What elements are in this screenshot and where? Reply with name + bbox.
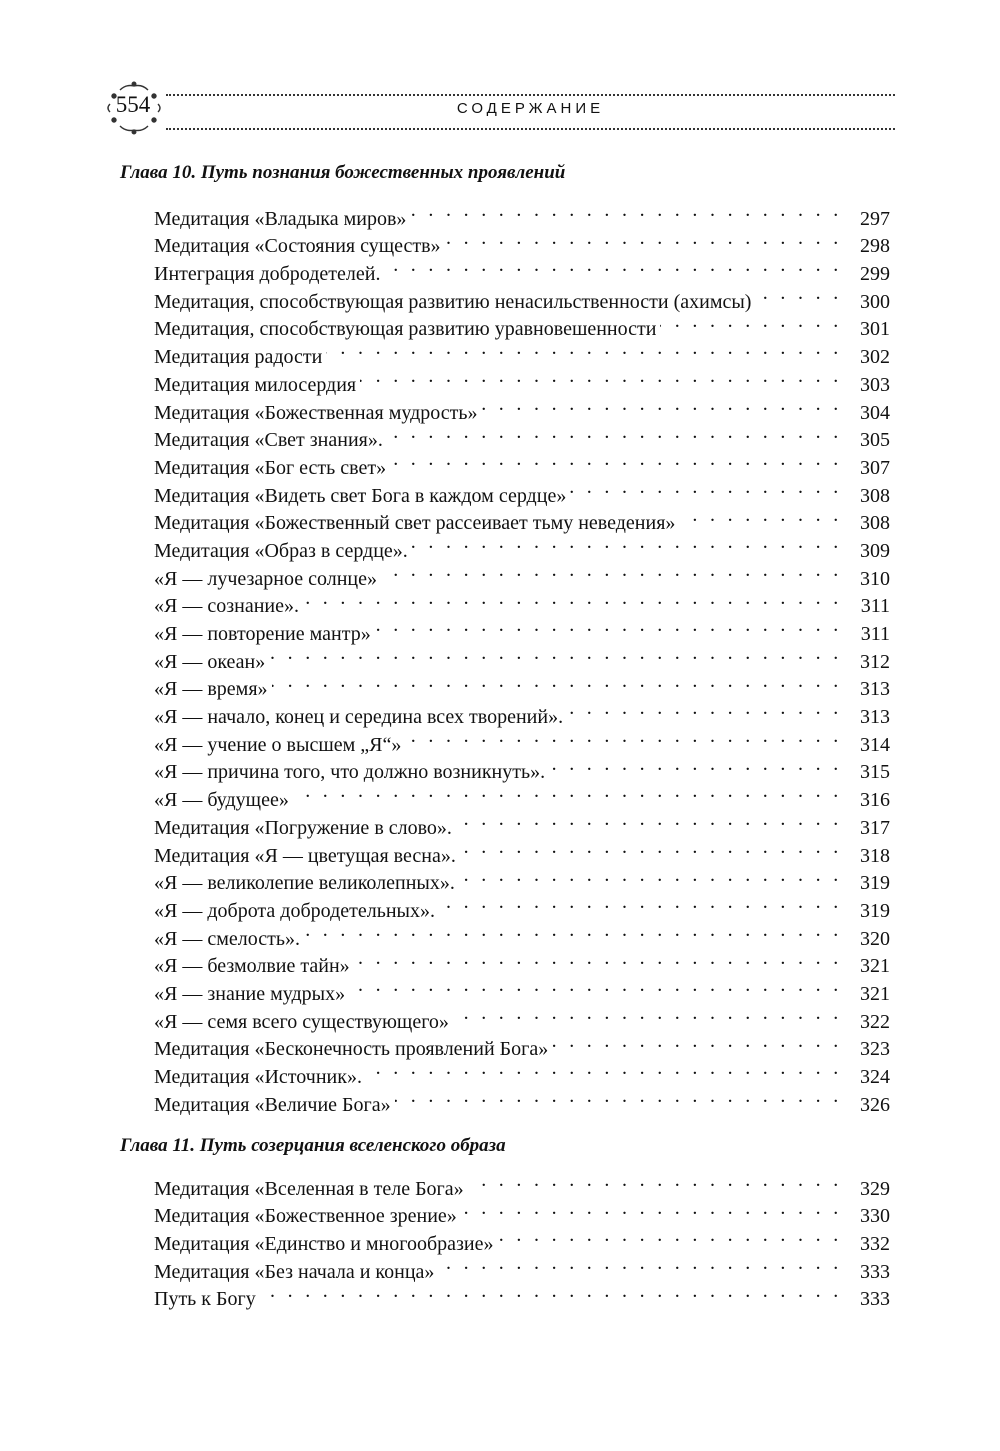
toc-entry-page: 312 [860,650,890,673]
toc-entry-page: 323 [860,1038,890,1061]
toc-entry-title: «Я — повторение мантр» [154,623,371,645]
toc-entry-page: 305 [860,429,890,452]
toc-entry-title: «Я — безмолвие тайн» [154,955,350,978]
leader-dots [349,972,842,1000]
toc-entry-page: 314 [860,733,890,756]
toc-entry-page: 302 [860,346,890,369]
leader-dots [405,723,842,751]
leader-dots [304,917,842,945]
toc-entry-page: 320 [860,927,890,950]
leader-dots [384,252,842,280]
toc-entry-page: 310 [860,567,890,590]
toc-entry-page: 317 [860,816,890,839]
toc-entry-page: 329 [860,1177,890,1200]
toc-entry-title: «Я — сознание». [154,595,299,618]
leader-dots [461,1195,842,1223]
toc-entry-title: «Я — великолепие великолепных». [154,872,455,895]
toc-entry-title: Медитация «Без начала и конца» [154,1260,435,1283]
toc-entry-page: 313 [860,678,890,701]
leader-dots [272,668,842,696]
leader-dots [354,945,842,973]
leader-dots [395,1083,842,1111]
leader-dots [438,1250,842,1278]
toc-entry-page: 297 [860,207,890,230]
toc-entry-title: Медитация, способствующая развитию ненасильственности (ахимсы) [154,290,752,313]
leader-dots [366,1055,842,1083]
chapter-heading: Глава 10. Путь познания божественных проявлений [120,162,566,183]
toc-entry-page: 300 [860,290,890,313]
leader-dots [567,695,842,723]
leader-dots [410,197,842,225]
toc-entry-title: Медитация «Величие Бога» [154,1093,391,1116]
toc-entry-title: «Я — причина того, что должно возникнуть». [154,761,546,784]
toc-entry-page: 311 [860,623,890,645]
page-number: 554 [115,92,151,117]
toc-entry-title: Медитация «Образ в сердце». [154,539,408,562]
leader-dots [453,1000,842,1028]
toc-entry-title: «Я — учение о высшем „Я“» [154,733,402,756]
toc-entry-page: 333 [860,1288,890,1311]
toc-entry-page: 308 [860,512,890,535]
leader-dots [360,363,842,391]
leader-dots [326,335,842,363]
toc-entry-title: «Я — доброта добродетельных». [154,899,435,922]
toc-entry[interactable] [154,197,890,230]
toc-entry-title: Медитация «Вселенная в теле Бога» [154,1177,464,1200]
toc-entry-page: 298 [860,235,890,258]
toc-entry-page: 304 [860,401,890,424]
toc-entry-title: Медитация радости [154,346,323,369]
leader-dots [456,806,842,834]
toc-entry-title: Интеграция добродетелей. [154,263,381,286]
toc-entry-title: Медитация «Состояния существ» [154,235,441,258]
toc-entry-page: 308 [860,484,890,507]
toc-entry-page: 316 [860,789,890,812]
toc-entry-page: 333 [860,1260,890,1283]
toc-entry-title: Медитация «Божественная мудрость» [154,401,478,424]
toc-entry-title: Медитация «Бесконечность проявлений Бога» [154,1038,549,1061]
toc-entry[interactable] [154,1278,890,1311]
toc-entry-title: Медитация «Свет знания». [154,429,383,452]
leader-dots [755,280,842,308]
toc-entry-page: 332 [860,1233,890,1256]
toc-entry-page: 321 [860,955,890,978]
header-rule-bottom [166,128,895,130]
leader-dots [303,585,842,613]
toc-entry-page: 307 [860,456,890,479]
toc-entry-title: «Я — начало, конец и середина всех творений». [154,706,564,729]
toc-entry-title: «Я — семя всего существующего» [154,1010,449,1033]
toc-entry-title: «Я — будущее» [154,789,289,812]
toc-entry-title: Медитация «Бог есть свет» [154,456,387,479]
chapter-heading: Глава 11. Путь созерцания вселенского образа [120,1135,506,1156]
toc-entry-page: 313 [860,706,890,729]
leader-dots [412,529,842,557]
leader-dots [498,1222,842,1250]
leader-dots [459,862,842,890]
toc-entry-page: 301 [860,318,890,341]
toc-entry-page: 303 [860,373,890,396]
leader-dots [387,419,842,447]
toc-entry-title: Медитация милосердия [154,373,357,396]
toc-entry-page: 321 [860,982,890,1005]
page-header [100,70,895,150]
toc-entry-title: Медитация «Видеть свет Бога в каждом сердце» [154,484,567,507]
toc-entry-title: Медитация «Божественный свет рассеивает тьму неведения» [154,512,676,535]
toc-entry-title: Медитация «Владыка миров» [154,207,407,230]
toc-entry-page: 326 [860,1093,890,1116]
leader-dots [269,640,842,668]
leader-dots [445,225,842,253]
toc-entry-title: Медитация «Погружение в слово». [154,816,452,839]
running-title: СОДЕРЖАНИЕ [456,100,605,117]
toc-entry-title: Путь к Богу [154,1288,256,1311]
leader-dots [482,391,842,419]
toc-entry-title: Медитация, способствующая развитию уравновешенности [154,318,657,341]
leader-dots [439,889,842,917]
toc-entry-title: «Я — смелость». [154,927,300,950]
toc-list [154,197,890,1116]
toc-entry-page: 319 [860,899,890,922]
leader-dots [549,751,842,779]
leader-dots [679,502,842,530]
leader-dots [460,834,842,862]
leader-dots [293,778,842,806]
toc-entry-page: 315 [860,761,890,784]
leader-dots [660,308,842,336]
leader-dots [260,1278,842,1306]
toc-entry-page: 319 [860,872,890,895]
toc-entry-title: «Я — лучезарное солнце» [154,567,377,590]
toc-entry-page: 322 [860,1010,890,1033]
header-rule-top [166,94,895,96]
toc-entry-title: «Я — время» [154,678,268,701]
toc-entry-page: 309 [860,539,890,562]
leader-dots [570,474,842,502]
toc-entry-page: 330 [860,1205,890,1228]
toc-entry-title: Медитация «Божественное зрение» [154,1205,457,1228]
toc-entry-title: «Я — знание мудрых» [154,982,346,1005]
leader-dots [468,1167,842,1195]
leader-dots [552,1028,842,1056]
toc-entry-title: «Я — океан» [154,650,266,673]
toc-entry-page: 311 [860,595,890,618]
toc-entry-title: Медитация «Источник». [154,1066,362,1088]
toc-entry-title: Медитация «Единство и многообразие» [154,1233,494,1256]
toc-entry-page: 324 [860,1066,890,1088]
leader-dots [381,557,842,585]
toc-entry-title: Медитация «Я — цветущая весна». [154,844,456,867]
toc-entry[interactable] [154,1167,890,1200]
toc-entry-page: 299 [860,263,890,286]
leader-dots [375,612,842,640]
leader-dots [390,446,842,474]
toc-entry-page: 318 [860,844,890,867]
toc-list [154,1167,890,1311]
